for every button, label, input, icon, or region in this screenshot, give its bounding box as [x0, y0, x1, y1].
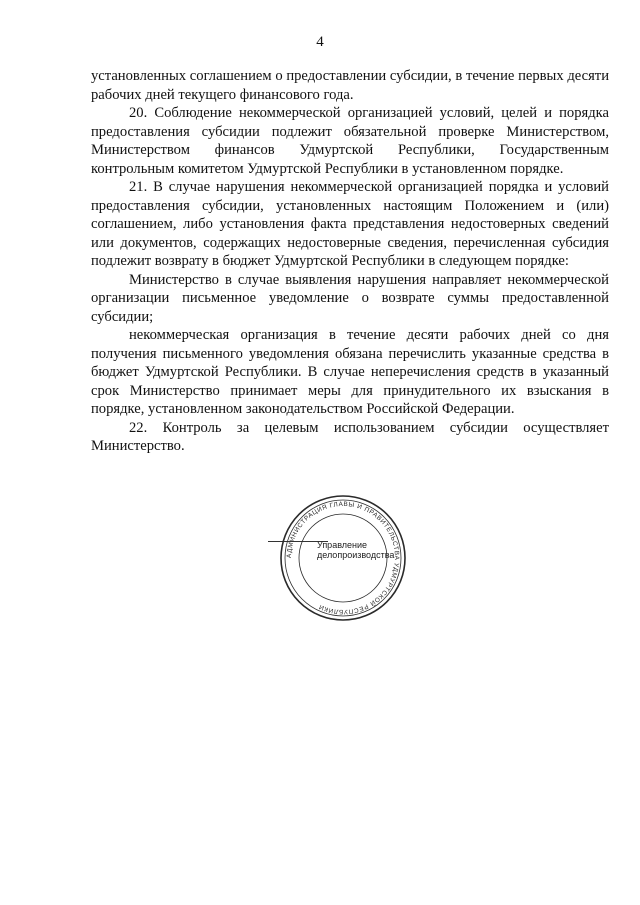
seal-ring-text: АДМИНИСТРАЦИЯ ГЛАВЫ И ПРАВИТЕЛЬСТВА УДМУРТСКОЙ РЕСПУБЛИКИ	[285, 500, 401, 616]
paragraph-continuation: установленных соглашением о предоставлении субсидии, в течение первых десяти рабочих дней текущего финансового года.	[91, 68, 609, 103]
paragraph-20: 20. Соблюдение некоммерческой организацией условий, целей и порядка предоставления субсидии подлежит обязательной проверке Министерством, Министерством финансов Удмуртской Республики, Государственным контрольным комитетом Удмуртской Республики в установленном порядке.	[91, 105, 609, 177]
stamp-label	[317, 540, 397, 560]
page-number: 4	[316, 34, 324, 50]
paragraph-21: 21. В случае нарушения некоммерческой организацией порядка и условий предоставления субсидии, установленных настоящим Положением и (или) соглашением, либо установления факта представления недостоверных сведений или документов, содержащих недостоверные сведения, перечисленная субсидия подлежит возврату в бюджет Удмуртской Республики в следующем порядке:	[91, 179, 609, 269]
paragraph-21-item-2: некоммерческая организация в течение десяти рабочих дней со дня получения письменного уведомления обязана перечислить указанные средства в бюджет Удмуртской Республики. В случае неперечисления средств в указанный срок Министерство принимает меры для принудительного их взыскания в порядке, установленном законодательством Российской Федерации.	[91, 327, 609, 417]
paragraph-21-item-1: Министерство в случае выявления нарушения направляет некоммерческой организации письменное уведомление о возврате суммы предоставленной субсидии;	[91, 271, 609, 325]
document-body	[91, 67, 609, 456]
paragraph-22: 22. Контроль за целевым использованием субсидии осуществляет Министерство.	[91, 419, 609, 454]
stamp-label-line2: делопроизводства	[317, 550, 395, 560]
stamp-label-line1: Управление	[317, 540, 368, 550]
